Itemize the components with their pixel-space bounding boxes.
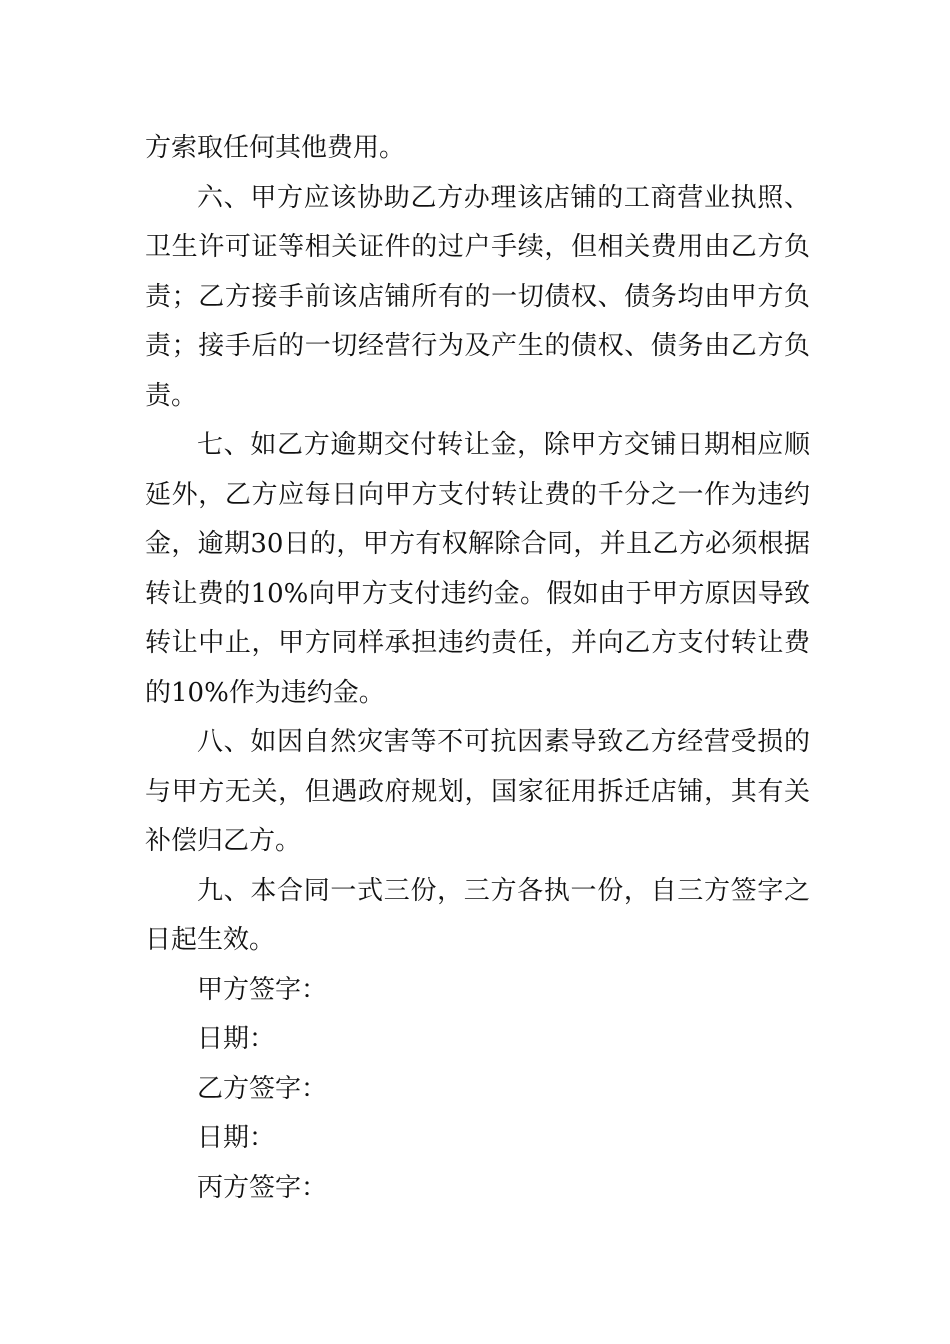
party-c-signature-label: 丙方签字：	[197, 1172, 328, 1203]
contract-body	[145, 124, 810, 1213]
party-a-date-label: 日期：	[197, 1024, 276, 1054]
paragraph-continuation: 方索取任何其他费用。	[145, 133, 406, 163]
party-a-signature-label: 甲方签字：	[197, 974, 328, 1005]
paragraph-clause-nine: 九、本合同一式三份，三方各执一份，自三方签字之日起生效。	[145, 875, 810, 955]
paragraph-clause-seven: 七、如乙方逾期交付转让金，除甲方交铺日期相应顺延外，乙方应每日向甲方支付转让费的千分之一作为违约金，逾期30日的，甲方有权解除合同，并且乙方必须根据转让费的10%向甲方支付违约金。假如由于甲方原因导致转让中止，甲方同样承担违约责任，并向乙方支付转让费的10%作为违约金。	[145, 430, 810, 708]
paragraph-clause-eight: 八、如因自然灾害等不可抗因素导致乙方经营受损的与甲方无关，但遇政府规划，国家征用拆迁店铺，其有关补偿归乙方。	[145, 727, 810, 856]
party-b-signature-label: 乙方签字：	[197, 1073, 328, 1104]
paragraph-clause-six: 六、甲方应该协助乙方办理该店铺的工商营业执照、卫生许可证等相关证件的过户手续，但相关费用由乙方负责；乙方接手前该店铺所有的一切债权、债务均由甲方负责；接手后的一切经营行为及产生的债权、债务由乙方负责。	[145, 182, 810, 411]
party-b-date-label: 日期：	[197, 1123, 276, 1153]
